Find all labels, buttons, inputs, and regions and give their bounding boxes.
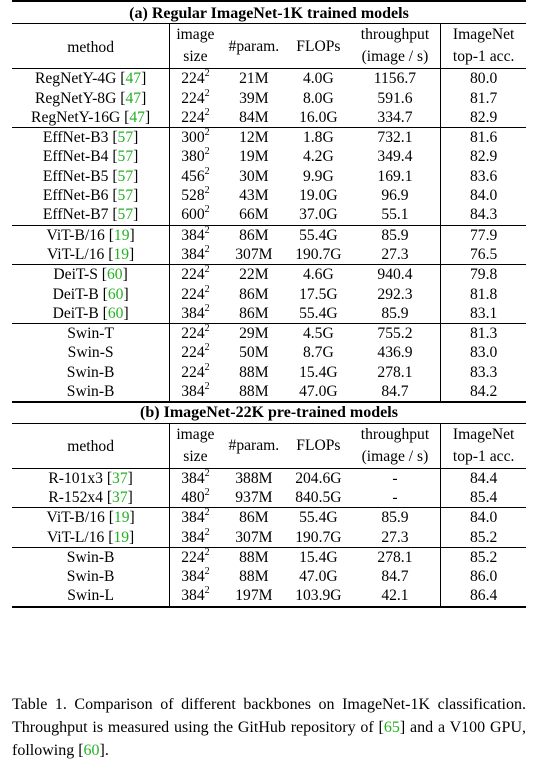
method-name: DeiT-B [52, 285, 99, 303]
method-name: RegNetY-16G [31, 108, 121, 126]
cell-params: 29M [221, 324, 288, 344]
citation-ref: 57 [117, 148, 134, 166]
image-size-value: 384 [181, 509, 205, 527]
top-rule [0, 0, 540, 2]
cell-image-size [170, 205, 221, 225]
method-name: Swin-S [67, 344, 114, 362]
method-name: DeiT-S [53, 266, 98, 284]
cell-top1-acc: 81.6 [441, 128, 526, 148]
cell-throughput: 334.7 [377, 108, 413, 126]
header-throughput [350, 423, 441, 468]
method-name: Swin-B [66, 383, 115, 401]
cell-method: ViT-B/16 [19] [12, 225, 170, 245]
cell-method [12, 567, 170, 586]
cell-image-size [170, 108, 221, 128]
caption-text: ]. [99, 742, 109, 759]
citation-ref: 57 [117, 206, 134, 224]
cell-top1-acc: 83.1 [441, 304, 526, 324]
squared-exponent: 2 [204, 264, 210, 276]
image-size-value: 384 [181, 245, 205, 263]
method-name: EffNet-B5 [42, 167, 109, 185]
method-name: DeiT-B [52, 304, 99, 322]
image-size-value: 384 [181, 469, 205, 487]
cell-params: 30M [239, 167, 269, 185]
header-params [221, 24, 288, 69]
cell-throughput: 591.6 [377, 89, 413, 107]
header-image-size [170, 24, 221, 69]
table-row [12, 567, 526, 586]
cell-flops: 8.0G [302, 89, 334, 107]
table-row [12, 343, 526, 362]
cell-params: 88M [239, 363, 269, 381]
cell-params: 388M [221, 468, 288, 488]
squared-exponent: 2 [204, 486, 210, 498]
cell-flops: 840.5G [295, 488, 342, 506]
cell-top1-acc: 84.2 [441, 382, 526, 402]
cell-top1-acc: 84.3 [441, 205, 526, 225]
citation-ref: 57 [117, 167, 134, 185]
cell-method [12, 324, 170, 344]
cell-top1-acc: 84.0 [441, 186, 526, 205]
cell-top1-acc: 85.4 [441, 488, 526, 508]
cell-top1-acc: 85.2 [441, 547, 526, 567]
header-flops [287, 24, 349, 69]
image-size-value: 456 [181, 167, 205, 185]
method-name: ViT-B/16 [46, 226, 105, 244]
cell-throughput: 85.9 [381, 304, 409, 322]
squared-exponent: 2 [204, 204, 210, 216]
cell-flops: 19.0G [299, 187, 338, 205]
cell-flops: 55.4G [287, 508, 349, 528]
squared-exponent: 2 [204, 185, 210, 197]
cell-method [12, 547, 170, 567]
header-method-label: method [67, 38, 114, 56]
cell-params: 39M [239, 89, 269, 107]
cell-throughput: 1156.7 [350, 69, 441, 89]
cell-flops: 9.9G [302, 167, 334, 185]
cell-top1-acc: 82.9 [441, 108, 526, 128]
cell-flops: 103.9G [287, 586, 349, 606]
cell-throughput: 27.3 [381, 245, 409, 263]
squared-exponent: 2 [204, 283, 210, 295]
cell-throughput: 84.7 [381, 568, 409, 586]
cell-throughput: 27.3 [381, 528, 409, 546]
squared-exponent: 2 [204, 361, 210, 373]
citation-ref: 37 [112, 469, 128, 487]
cell-params: 307M [235, 245, 273, 263]
header-method-label: method [67, 437, 114, 455]
header-params-label: #param. [228, 436, 280, 454]
cell-top1-acc: 76.5 [441, 245, 526, 265]
squared-exponent: 2 [204, 526, 210, 538]
cell-top1-acc: 82.9 [441, 147, 526, 166]
image-size-value: 224 [181, 285, 205, 303]
section-title: (a) Regular ImageNet-1K trained models [129, 5, 409, 22]
cell-image-size [170, 167, 221, 186]
cell-flops: 17.5G [299, 285, 338, 303]
cell-image-size [170, 304, 221, 324]
table-row [12, 488, 526, 508]
header-top1-acc [441, 423, 526, 468]
cell-throughput: 940.4 [350, 265, 441, 285]
cell-top1-acc: 81.3 [441, 324, 526, 344]
cell-image-size [170, 186, 221, 205]
cell-method: EffNet-B7 [57] [42, 206, 139, 224]
cell-method: ViT-L/16 [19] [46, 245, 135, 263]
squared-exponent: 2 [204, 224, 210, 236]
cell-image-size [170, 468, 221, 488]
citation-ref: 19 [113, 528, 130, 546]
header-params [221, 423, 288, 468]
cell-image-size [170, 324, 221, 344]
citation-ref: 60 [107, 285, 124, 303]
cell-params: 66M [239, 206, 269, 224]
squared-exponent: 2 [204, 323, 210, 335]
cell-top1-acc: 85.2 [441, 528, 526, 548]
cell-method: RegNetY-8G [47] [34, 89, 147, 107]
cell-params: 937M [235, 488, 273, 506]
squared-exponent: 2 [204, 342, 210, 354]
cell-throughput: 55.1 [381, 206, 409, 224]
cell-throughput: 436.9 [377, 344, 413, 362]
squared-exponent: 2 [204, 381, 210, 393]
method-name: EffNet-B4 [42, 148, 109, 166]
citation-ref: 19 [113, 509, 130, 527]
squared-exponent: 2 [204, 585, 210, 597]
citation-ref: 47 [129, 108, 145, 126]
cell-flops: 4.2G [302, 148, 334, 166]
cell-flops: 15.4G [299, 363, 338, 381]
cell-image-size [170, 363, 221, 382]
cell-throughput: 755.2 [350, 324, 441, 344]
squared-exponent: 2 [204, 146, 210, 158]
header-image-size-label: image size [176, 425, 215, 465]
citation-ref: 19 [113, 245, 130, 263]
squared-exponent: 2 [204, 127, 210, 139]
method-name: ViT-L/16 [46, 528, 105, 546]
cell-params: 12M [221, 128, 288, 148]
cell-params: 197M [221, 586, 288, 606]
image-size-value: 224 [181, 363, 205, 381]
table-container [12, 4, 526, 608]
image-size-value: 224 [181, 344, 205, 362]
cell-method: RegNetY-16G [47] [31, 108, 151, 126]
cell-top1-acc: 86.0 [441, 567, 526, 586]
section-title: (b) ImageNet-22K pre-trained models [12, 402, 526, 423]
citation-ref: 57 [117, 129, 134, 147]
squared-exponent: 2 [204, 467, 210, 479]
cell-flops: 4.6G [287, 265, 349, 285]
citation-ref: 19 [113, 226, 130, 244]
cell-top1-acc: 84.4 [441, 468, 526, 488]
cell-method: R-101x3 [37] [12, 468, 170, 488]
cell-method: EffNet-B3 [57] [12, 128, 170, 148]
cell-image-size [170, 382, 221, 402]
header-image-size [170, 423, 221, 468]
cell-throughput: 85.9 [350, 225, 441, 245]
table-caption [12, 693, 526, 762]
squared-exponent: 2 [204, 302, 210, 314]
cell-image-size [170, 488, 221, 508]
table-row [12, 324, 526, 344]
citation-ref: 60 [107, 266, 123, 284]
cell-top1-acc: 83.6 [441, 167, 526, 186]
table-row [12, 108, 526, 128]
cell-image-size [170, 528, 221, 548]
cell-flops: 15.4G [287, 547, 349, 567]
method-name: ViT-L/16 [46, 245, 105, 263]
cell-flops: 190.7G [295, 528, 342, 546]
method-name: R-101x3 [48, 469, 103, 487]
image-size-value: 224 [181, 108, 205, 126]
image-size-value: 384 [181, 587, 205, 605]
table-row [12, 265, 526, 285]
table-row [12, 382, 526, 402]
cell-top1-acc: 86.4 [441, 586, 526, 606]
header-params-label: #param. [228, 37, 280, 55]
cell-throughput: 96.9 [381, 187, 409, 205]
cell-top1-acc: 79.8 [441, 265, 526, 285]
table-row [12, 245, 526, 265]
squared-exponent: 2 [204, 165, 210, 177]
cell-image-size [170, 285, 221, 304]
cell-image-size [170, 547, 221, 567]
cell-method [12, 363, 170, 382]
cell-flops: 47.0G [299, 568, 338, 586]
cell-flops: 8.7G [302, 344, 334, 362]
cell-throughput: 732.1 [350, 128, 441, 148]
cell-params: 19M [239, 148, 269, 166]
table-row [12, 167, 526, 186]
cell-top1-acc: 81.8 [441, 285, 526, 304]
table-row [12, 468, 526, 488]
cell-image-size [170, 89, 221, 108]
method-name: Swin-B [66, 363, 115, 381]
header-top1-acc-label: ImageNet top-1 acc. [452, 26, 515, 66]
header-row [12, 24, 526, 69]
header-throughput-label: throughput (image / s) [360, 26, 430, 66]
method-name: R-152x4 [48, 488, 103, 506]
cell-flops: 55.4G [287, 225, 349, 245]
cell-throughput: 278.1 [377, 363, 413, 381]
image-size-value: 480 [181, 488, 205, 506]
image-size-value: 224 [181, 325, 205, 343]
squared-exponent: 2 [204, 106, 210, 118]
table-row [12, 205, 526, 225]
cell-params: 22M [221, 265, 288, 285]
image-size-value: 224 [181, 266, 205, 284]
citation-ref: 60 [107, 304, 124, 322]
cell-params: 21M [221, 69, 288, 89]
image-size-value: 384 [181, 528, 205, 546]
cell-image-size [170, 343, 221, 362]
image-size-value: 528 [181, 187, 205, 205]
header-row [12, 423, 526, 468]
cell-image-size [170, 69, 221, 89]
header-method [12, 24, 170, 69]
table-row [12, 528, 526, 548]
caption-text: Table 1. Comparison of different backbones on ImageNet-1K classification. Throughput is measured using the GitHub repository of [ [12, 696, 526, 736]
cell-image-size [170, 567, 221, 586]
header-method [12, 423, 170, 468]
cell-flops: 55.4G [299, 304, 338, 322]
cell-params: 86M [239, 285, 269, 303]
cell-flops: 16.0G [299, 108, 338, 126]
cell-params: 88M [221, 547, 288, 567]
table-row [12, 147, 526, 166]
cell-throughput: 292.3 [377, 285, 413, 303]
cell-params: 86M [221, 225, 288, 245]
cell-throughput: 42.1 [350, 586, 441, 606]
cell-params: 43M [239, 187, 269, 205]
caption-citation: 60 [83, 742, 100, 759]
squared-exponent: 2 [204, 566, 210, 578]
image-size-value: 224 [181, 548, 205, 566]
citation-ref: 47 [125, 70, 142, 88]
citation-ref: 47 [125, 89, 142, 107]
image-size-value: 380 [181, 148, 205, 166]
table-row [12, 186, 526, 205]
method-name: Swin-B [66, 568, 115, 586]
header-throughput [350, 24, 441, 69]
table-row [12, 128, 526, 148]
table-row [12, 89, 526, 108]
cell-throughput: 85.9 [350, 508, 441, 528]
cell-flops: 4.5G [287, 324, 349, 344]
header-top1-acc-label: ImageNet top-1 acc. [452, 425, 515, 465]
cell-method: ViT-B/16 [19] [12, 508, 170, 528]
cell-throughput: - [392, 488, 398, 506]
method-name: Swin-B [66, 548, 115, 566]
image-size-value: 224 [181, 70, 205, 88]
cell-method: RegNetY-4G [47] [12, 69, 170, 89]
cell-method [12, 586, 170, 606]
table-row [12, 304, 526, 324]
section-title-row [12, 402, 526, 423]
cell-method: DeiT-B [60] [52, 285, 129, 303]
cell-params: 50M [239, 344, 269, 362]
table-row [12, 547, 526, 567]
cell-params: 86M [221, 508, 288, 528]
image-size-value: 384 [181, 304, 205, 322]
cell-throughput: 169.1 [377, 167, 413, 185]
squared-exponent: 2 [204, 546, 210, 558]
cell-flops: 190.7G [295, 245, 342, 263]
header-image-size-label: image size [176, 26, 215, 66]
cell-image-size [170, 508, 221, 528]
cell-params: 88M [239, 383, 269, 401]
cell-method: DeiT-B [60] [52, 304, 129, 322]
cell-flops: 37.0G [299, 206, 338, 224]
cell-params: 88M [239, 568, 269, 586]
image-size-value: 600 [181, 206, 205, 224]
method-name: EffNet-B6 [42, 187, 109, 205]
image-size-value: 384 [181, 383, 205, 401]
cell-top1-acc: 77.9 [441, 225, 526, 245]
cell-top1-acc: 84.0 [441, 508, 526, 528]
cell-throughput: 278.1 [350, 547, 441, 567]
image-size-value: 384 [181, 226, 205, 244]
image-size-value: 384 [181, 568, 205, 586]
header-flops [287, 423, 349, 468]
cell-throughput: 84.7 [381, 383, 409, 401]
table-row [12, 508, 526, 528]
method-name: EffNet-B3 [42, 129, 109, 147]
cell-flops: 204.6G [287, 468, 349, 488]
section-title-row [12, 4, 526, 24]
cell-image-size [170, 586, 221, 606]
cell-method [12, 343, 170, 362]
method-name: EffNet-B7 [42, 206, 109, 224]
cell-image-size [170, 225, 221, 245]
citation-ref: 37 [112, 488, 128, 506]
method-name: RegNetY-8G [34, 89, 117, 107]
cell-top1-acc: 80.0 [441, 69, 526, 89]
squared-exponent: 2 [204, 68, 210, 80]
cell-throughput: - [350, 468, 441, 488]
cell-image-size [170, 128, 221, 148]
cell-image-size [170, 265, 221, 285]
method-name: Swin-T [67, 325, 114, 343]
cell-method: EffNet-B4 [57] [42, 148, 139, 166]
cell-image-size [170, 245, 221, 265]
cell-top1-acc: 83.3 [441, 363, 526, 382]
squared-exponent: 2 [204, 243, 210, 255]
cell-method: R-152x4 [37] [48, 488, 133, 506]
caption-citation: 65 [383, 719, 400, 736]
cell-params: 86M [239, 304, 269, 322]
squared-exponent: 2 [204, 507, 210, 519]
header-flops-label: FLOPs [296, 37, 341, 55]
table-row [12, 69, 526, 89]
cell-image-size [170, 147, 221, 166]
caption-text: ] and a V100 GPU, following [ [12, 719, 526, 759]
cell-flops: 47.0G [299, 383, 338, 401]
cell-flops: 4.0G [287, 69, 349, 89]
table-row [12, 363, 526, 382]
cell-flops: 1.8G [287, 128, 349, 148]
method-name: RegNetY-4G [34, 70, 117, 88]
cell-method [12, 382, 170, 402]
method-name: ViT-B/16 [46, 509, 105, 527]
method-name: Swin-L [67, 587, 114, 605]
cell-method: EffNet-B6 [57] [42, 187, 139, 205]
cell-throughput: 349.4 [377, 148, 413, 166]
table-body [12, 4, 526, 607]
header-throughput-label: throughput (image / s) [360, 425, 430, 465]
header-top1-acc [441, 24, 526, 69]
image-size-value: 300 [181, 129, 205, 147]
image-size-value: 224 [181, 89, 205, 107]
cell-params: 84M [239, 108, 269, 126]
cell-method: EffNet-B5 [57] [42, 167, 139, 185]
table-row [12, 586, 526, 606]
cell-params: 307M [235, 528, 273, 546]
squared-exponent: 2 [204, 87, 210, 99]
table-row [12, 285, 526, 304]
cell-top1-acc: 81.7 [441, 89, 526, 108]
table-row [12, 225, 526, 245]
cell-method: DeiT-S [60] [12, 265, 170, 285]
backbone-comparison-table [12, 4, 526, 608]
cell-method: ViT-L/16 [19] [46, 528, 135, 546]
header-flops-label: FLOPs [296, 436, 341, 454]
cell-top1-acc: 83.0 [441, 343, 526, 362]
citation-ref: 57 [117, 187, 134, 205]
